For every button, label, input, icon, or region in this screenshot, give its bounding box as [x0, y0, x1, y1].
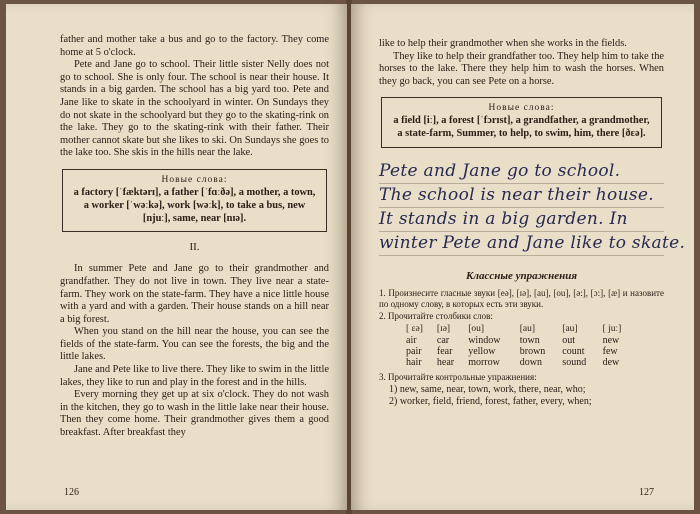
- table-cell: air: [406, 335, 417, 347]
- table-cell: hair: [406, 357, 422, 369]
- table-header: [ɪə]: [436, 324, 451, 335]
- exercises-title: Классные упражнения: [465, 269, 578, 282]
- table-cell: down: [519, 357, 542, 369]
- table-cell: brown: [519, 346, 546, 358]
- table-cell: dew: [602, 357, 620, 369]
- left-paragraph: When you stand on the hill near the house, you can see the fields of the state-farm. You can see the forests, the big and the little lakes.: [60, 326, 329, 363]
- right-paragraph: They like to help their grandfather too. They help him to take the horses to the lake. There they help him to wash the horses. When they go back, you can see Pete on a horse.: [379, 50, 664, 87]
- handwriting-line: It stands in a big garden. In: [379, 208, 664, 232]
- table-cell: sound: [562, 357, 587, 369]
- table-cell: fear: [436, 346, 453, 358]
- left-paragraph: father and mother take a bus and go to the factory. They come home at 5 o'clock.: [60, 34, 329, 58]
- table-cell: window: [468, 335, 501, 347]
- table-header: [au]: [562, 324, 578, 335]
- handwriting-line: winter Pete and Jane like to skate.: [379, 232, 664, 256]
- table-row: [403, 357, 633, 368]
- table-cell: yellow: [468, 346, 496, 358]
- right-paragraph: like to help their grandmother when she works in the fields.: [379, 38, 627, 49]
- left-paragraph: In summer Pete and Jane go to their grandmother and grandfather. They do not live in town. They live near a state-farm. They work on the state-farm. They have a nice little house with a yard and with a garden. Their house stands on a hill near a big forest.: [60, 263, 329, 325]
- exercises: [379, 288, 664, 409]
- exercise-3-line: 1) new, same, near, town, work, there, near, who;: [389, 383, 586, 395]
- new-words-box: [381, 97, 662, 148]
- exercise-1: 1. Произнесите гласные звуки [eə], [ɪə], [au], [ou], [ə:], [ɔ:], [æ] и назовите по одному слову, в которых есть эти звуки.: [379, 287, 664, 310]
- table-cell: few: [602, 346, 618, 358]
- handwriting-line: Pete and Jane go to school.: [379, 160, 664, 184]
- new-words-title: Новые слова:: [161, 174, 228, 185]
- table-cell: pair: [406, 346, 422, 358]
- left-paragraph: Pete and Jane go to school. Their little sister Nelly does not go to school. She is only four. The school is near their house. It stands in a big garden. The school has a big yard too. Pete and Jane like to skate in the schoolyard in winter. On Sundays they do not skate in the schoolyard but they go to the skating-rink on the lake. They go to the skating-rink with their father. Their mother cannot skate but she likes to ski. On Sundays she goes to the lake too. She skis in the hills near the lake.: [60, 59, 329, 159]
- left-paragraph: Jane and Pete like to live there. They like to swim in the little lakes, they like to run and play in the forest and in the hills.: [60, 364, 329, 388]
- table-cell: car: [436, 335, 450, 347]
- exercise-3: 3. Прочитайте контрольные упражнения:: [379, 372, 537, 383]
- handwriting-sample: [379, 160, 686, 256]
- right-page: [351, 4, 694, 510]
- handwriting-line: The school is near their house.: [379, 184, 664, 208]
- table-header: [ ɛə]: [406, 324, 423, 335]
- table-row: [403, 346, 633, 357]
- table-cell: out: [562, 335, 576, 347]
- section-heading: II.: [189, 241, 200, 254]
- left-page: [6, 4, 347, 510]
- table-cell: hear: [436, 357, 455, 369]
- page-number: 126: [64, 487, 79, 498]
- new-words-title: Новые слова:: [488, 103, 555, 114]
- left-paragraph: Every morning they get up at six o'clock. They do not wash in the kitchen, they go to wash in the little lake near their house. Then they come home. Their grandmother gives them a good breakfast. After breakfast they: [60, 389, 329, 439]
- page-number: 127: [639, 487, 654, 498]
- new-words-box: [62, 169, 327, 232]
- table-cell: count: [562, 346, 585, 358]
- table-header: [ juː]: [602, 324, 622, 335]
- exercise-3-line: 2) worker, field, friend, forest, father, every, when;: [389, 396, 592, 408]
- vowel-table: [403, 324, 633, 368]
- table-cell: town: [519, 335, 540, 347]
- table-header: [ou]: [468, 324, 485, 335]
- new-words-text: a field [iː], a forest [ˈfɔrɪst], a grandfather, a grandmother, a state-farm, Summer, to help, to swim, him, there [ðɛə].: [393, 115, 650, 140]
- table-cell: morrow: [468, 357, 500, 369]
- table-cell: new: [602, 335, 620, 347]
- new-words-text: a factory [ˈfæktərɪ], a father [ˈfɑːðə], a mother, a town, a worker [ˈwəːkə], work [wəːk], to take a bus, new [njuː], same, near [nɪə].: [73, 186, 316, 224]
- table-header: [au]: [519, 324, 536, 335]
- exercise-2: 2. Прочитайте столбики слов:: [379, 310, 493, 321]
- table-row: [403, 335, 633, 346]
